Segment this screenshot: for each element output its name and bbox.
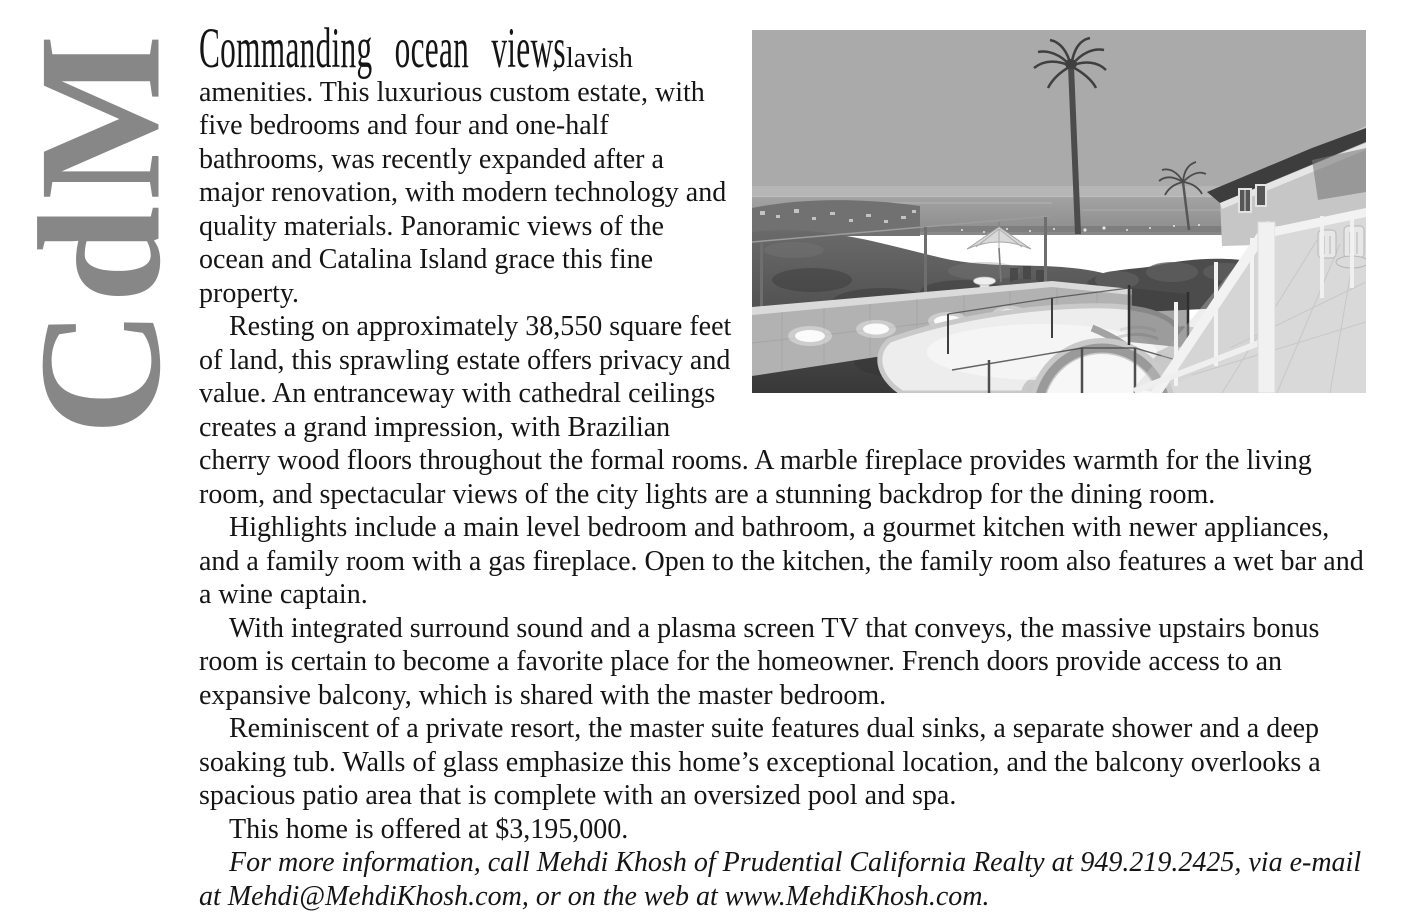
estate-photo-illustration xyxy=(752,30,1366,393)
body-paragraph: Highlights include a main level bedroom and bathroom, a gourmet kitchen with newer appliances, and a family room with a gas fireplace. Open to the kitchen, the family room also features a wet bar and a wine captain. xyxy=(199,512,1364,610)
body-paragraph: Resting on approximately 38,550 square feet of land, this sprawling estate offers privacy and value. An entranceway with cathedral ceilings creates a grand impression, with Brazilian cherry wood floors throughout the formal rooms. A marble fireplace provides warmth for the living room, and spectacular views of the city lights are a stunning backdrop for the dining room. xyxy=(199,311,1312,510)
body-paragraph: With integrated surround sound and a plasma screen TV that conveys, the massive upstairs bonus room is certain to become a favorite place for the homeowner. French doors provide access to an expansive balcony, which is shared with the master bedroom. xyxy=(199,612,1320,711)
cdm-logo: CdM xyxy=(2,28,197,436)
lead-text: , lavish amenities. This luxurious custom estate, with five bedrooms and four and one-half bathrooms, was recently expanded after a major renovation, with modern technology and quality materials. Panoramic views of the ocean and Catalina Island grace this fine property. xyxy=(199,43,727,309)
price-line: This home is offered at $3,195,000. xyxy=(229,813,629,845)
body-paragraph: Reminiscent of a private resort, the master suite features dual sinks, a separate shower and a deep soaking tub. Walls of glass emphasize this home’s exceptional location, and the balcony overlooks a spacious patio area that is complete with an oversized pool and spa. xyxy=(199,713,1321,811)
estate-photo xyxy=(752,30,1366,393)
headline: Commanding ocean views xyxy=(199,17,566,80)
article xyxy=(199,17,1366,912)
contact-line: For more information, call Mehdi Khosh of Prudential California Realty at 949.219.2425, via e-mail at Mehdi@MehdiKhosh.com, or on the web at www.MehdiKhosh.com. xyxy=(199,847,1362,912)
